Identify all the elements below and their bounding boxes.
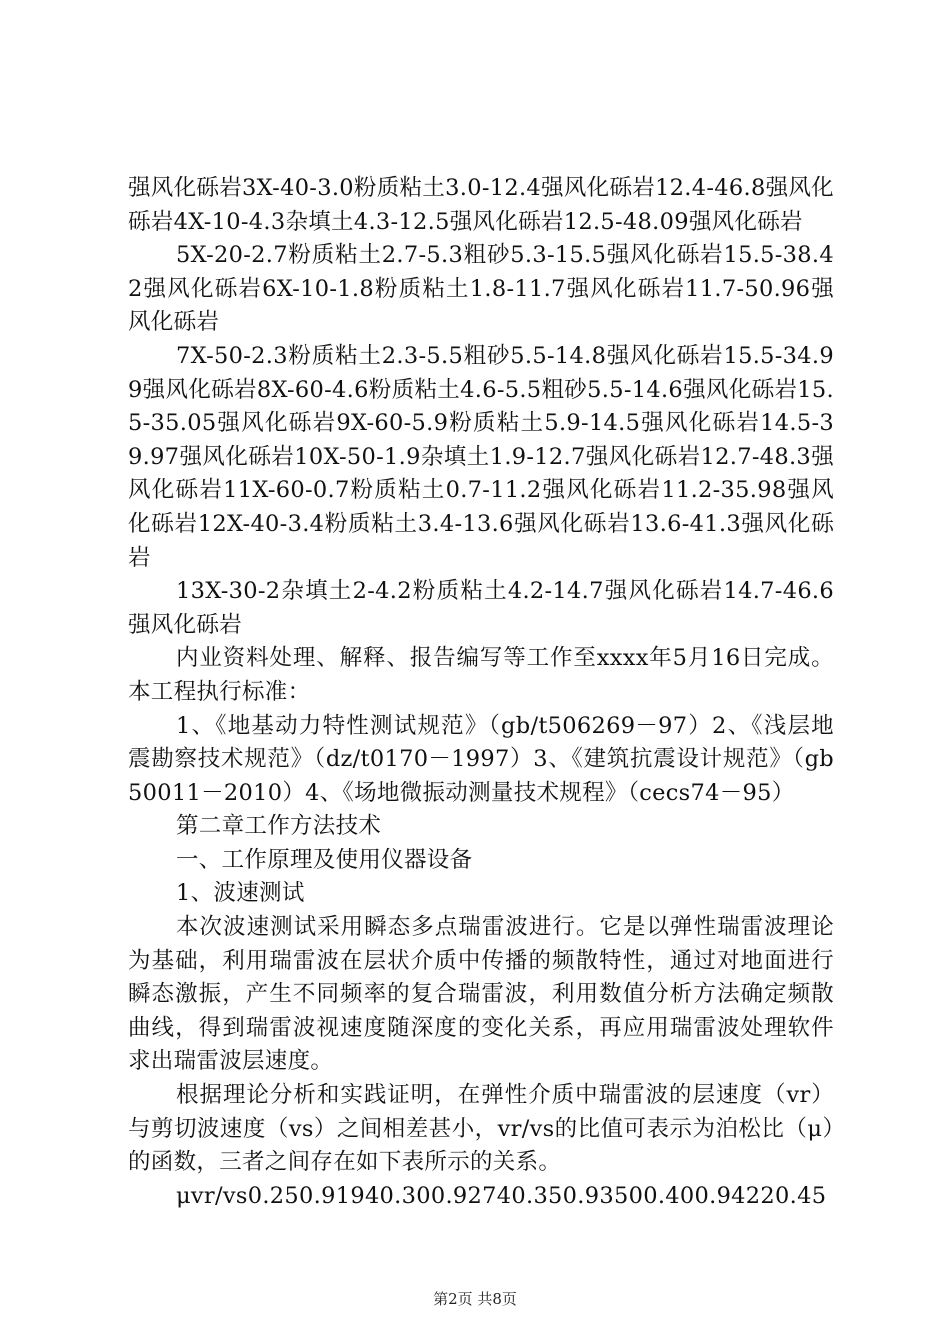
paragraph-4: 13X-30-2杂填土2-4.2粉质粘土4.2-14.7强风化砾岩14.7-46.6强风化砾岩 — [128, 578, 834, 638]
paragraph-theory: 根据理论分析和实践证明，在弹性介质中瑞雷波的层速度（vr）与剪切波速度（vs）之间相差甚小，vr/vs的比值可表示为泊松比（μ）的函数，三者之间存在如下表所示的关系。 — [128, 1082, 834, 1176]
paragraph-standards: 1、《地基动力特性测试规范》（gb/t506269－97）2、《浅层地震勘察技术规范》（dz/t0170－1997）3、《建筑抗震设计规范》（gb50011－2010）4、《场地微振动测量技术规程》（cecs74－95） — [128, 712, 834, 806]
paragraph-3: 7X-50-2.3粉质粘土2.3-5.5粗砂5.5-14.8强风化砾岩15.5-34.99强风化砾岩8X-60-4.6粉质粘土4.6-5.5粗砂5.5-14.6强风化砾岩15.5-35.05强风化砾岩9X-60-5.9粉质粘土5.9-14.5强风化砾岩14.5-39.97强风化砾岩10X-50-1.9杂填土1.9-12.7强风化砾岩12.7-48.3强风化砾岩11X-60-0.7粉质粘土0.7-11.2强风化砾岩11.2-35.98强风化砾岩12X-40-3.4粉质粘土3.4-13.6强风化砾岩13.6-41.3强风化砾岩 — [128, 342, 834, 571]
chapter-heading: 第二章工作方法技术 — [176, 813, 382, 840]
page-footer: 第2页 共8页 — [433, 1290, 517, 1308]
paragraph-1: 强风化砾岩3X-40-3.0粉质粘土3.0-12.4强风化砾岩12.4-46.8强风化砾岩4X-10-4.3杂填土4.3-12.5强风化砾岩12.5-48.09强风化砾岩 — [128, 175, 834, 235]
section-heading: 一、工作原理及使用仪器设备 — [176, 846, 473, 873]
page-body — [128, 172, 834, 1213]
paragraph-2: 5X-20-2.7粉质粘土2.7-5.3粗砂5.3-15.5强风化砾岩15.5-38.42强风化砾岩6X-10-1.8粉质粘土1.8-11.7强风化砾岩11.7-50.96强风化砾岩 — [128, 242, 834, 336]
paragraph-table-values: μvr/vs0.250.91940.300.92740.350.93500.400.94220.45 — [176, 1182, 827, 1209]
paragraph-5: 内业资料处理、解释、报告编写等工作至xxxx年5月16日完成。本工程执行标准： — [128, 645, 834, 705]
paragraph-wave-test: 本次波速测试采用瞬态多点瑞雷波进行。它是以弹性瑞雷波理论为基础，利用瑞雷波在层状介质中传播的频散特性，通过对地面进行瞬态激振，产生不同频率的复合瑞雷波，利用数值分析方法确定频散曲线，得到瑞雷波视速度随深度的变化关系，再应用瑞雷波处理软件求出瑞雷波层速度。 — [128, 914, 834, 1075]
subsection-heading: 1、波速测试 — [176, 880, 305, 907]
